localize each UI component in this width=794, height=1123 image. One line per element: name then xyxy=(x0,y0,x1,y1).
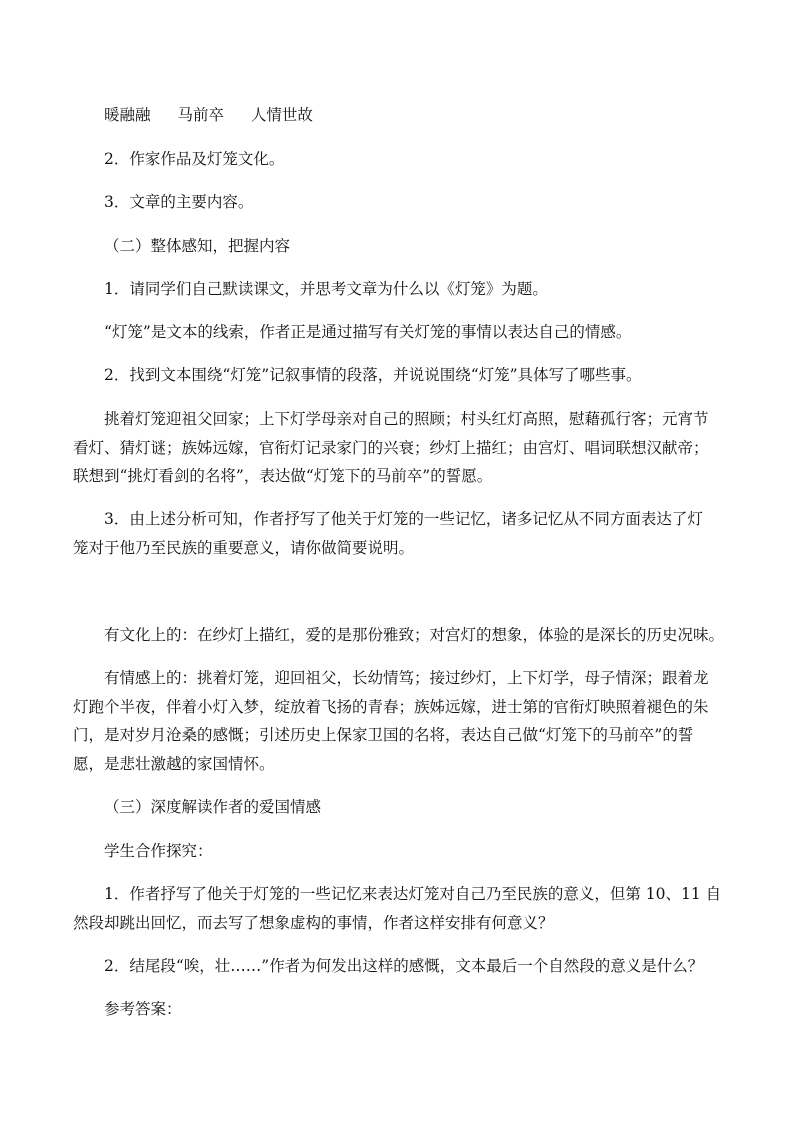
question: 2．找到文本围绕“灯笼”记叙事情的段落，并说说围绕“灯笼”具体写了哪些事。 xyxy=(104,366,642,384)
answer-line: 挑着灯笼迎祖父回家；上下灯学母亲对自己的照顾；村头红灯高照，慰藉孤行客；元宵节 xyxy=(104,410,709,428)
answer: “灯笼”是文本的线索，作者正是通过描写有关灯笼的事情以表达自己的情感。 xyxy=(104,323,632,341)
answer: 有文化上的：在纱灯上描红，爱的是那份雅致；对宫灯的想象，体验的是深长的历史况味。 xyxy=(104,626,725,644)
term: 马前卒 xyxy=(177,106,224,124)
list-item: 2．作家作品及灯笼文化。 xyxy=(104,150,285,168)
question-line: 3．由上述分析可知，作者抒写了他关于灯笼的一些记忆，诸多记忆从不同方面表达了灯 xyxy=(104,510,703,528)
question: 1．请同学们自己默读课文，并思考文章为什么以《灯笼》为题。 xyxy=(104,280,548,298)
answer-line: 愿，是悲壮激越的家国情怀。 xyxy=(73,755,275,773)
answer-line: 有情感上的：挑着灯笼，迎回祖父，长幼情笃；接过纱灯，上下灯学，母子情深；跟着龙 xyxy=(104,669,709,687)
list-item: 3．文章的主要内容。 xyxy=(104,193,254,211)
section-heading: （三）深度解读作者的爱国情感 xyxy=(104,798,322,816)
term: 人情世故 xyxy=(250,106,313,124)
label: 参考答案： xyxy=(104,1000,182,1018)
answer-line: 联想到“挑灯看剑的名将”，表达做“灯笼下的马前卒”的誓愿。 xyxy=(73,467,493,485)
question-line: 1．作者抒写了他关于灯笼的一些记忆来表达灯笼对自己乃至民族的意义，但第 10、11 自 xyxy=(104,885,722,903)
section-heading: （二）整体感知，把握内容 xyxy=(104,237,291,255)
question-line: 然段却跳出回忆，而去写了想象虚构的事情，作者这样安排有何意义？ xyxy=(73,914,554,932)
term: 暖融融 xyxy=(104,106,151,124)
vocabulary-terms xyxy=(104,105,313,125)
question-line: 笼对于他乃至民族的重要意义，请你做简要说明。 xyxy=(73,539,415,557)
answer-line: 门，是对岁月沧桑的感慨；引述历史上保家卫国的名将，表达自己做“灯笼下的马前卒”的誓 xyxy=(73,726,694,744)
answer-line: 灯跑个半夜，伴着小灯入梦，绽放着飞扬的青春；族姊远嫁，进士第的官衔灯映照着褪色的朱 xyxy=(73,698,709,716)
label: 学生合作探究： xyxy=(104,842,213,860)
answer-line: 看灯、猜灯谜；族姊远嫁，官衔灯记录家门的兴衰；纱灯上描红；由宫灯、唱词联想汉献帝； xyxy=(73,439,709,457)
question: 2．结尾段“唉，壮……”作者为何发出这样的感慨，文本最后一个自然段的意义是什么？ xyxy=(104,957,704,975)
